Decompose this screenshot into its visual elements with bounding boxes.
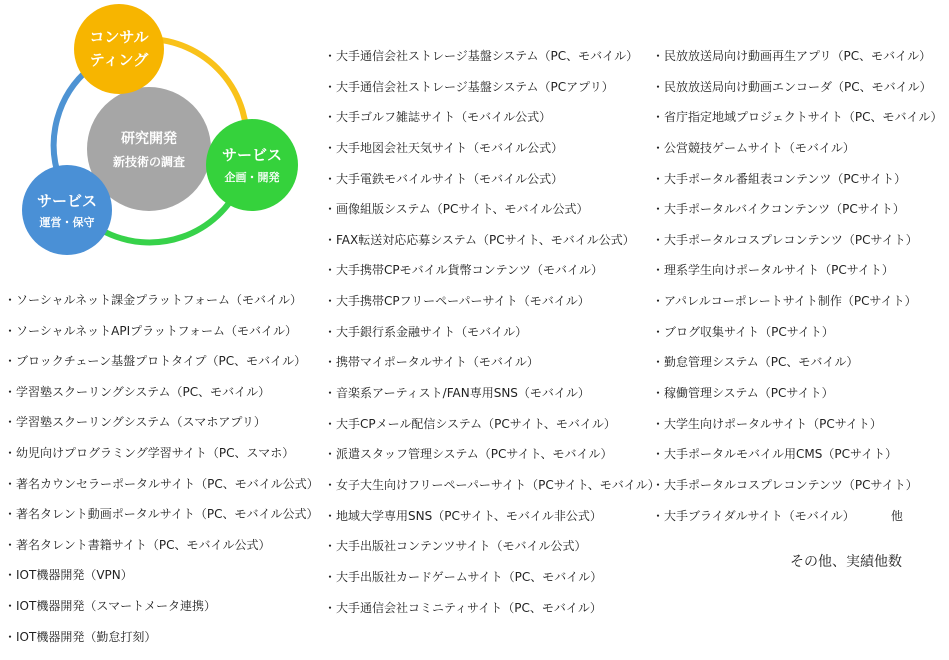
project-item-text: ・幼児向けプログラミング学習サイト（PC、スマホ） bbox=[4, 445, 295, 460]
project-item bbox=[324, 355, 660, 370]
project-item-text: ・大学生向けポータルサイト（PCサイト） bbox=[652, 416, 882, 431]
project-item-text: ・大手銀行系金融サイト（モバイル） bbox=[324, 324, 528, 339]
project-item bbox=[652, 509, 943, 524]
project-item bbox=[324, 570, 660, 585]
project-item bbox=[652, 478, 943, 493]
project-item-text: ・大手ブライダルサイト（モバイル） bbox=[652, 508, 855, 523]
project-item-text: ・ブログ収集サイト（PCサイト） bbox=[652, 324, 834, 339]
project-item-text: ・音楽系アーティスト/FAN専用SNS（モバイル） bbox=[324, 386, 590, 401]
project-item bbox=[652, 355, 943, 370]
project-item bbox=[652, 172, 943, 187]
project-item-text: ・大手通信会社ストレージ基盤システム（PC、モバイル） bbox=[324, 49, 639, 63]
project-item bbox=[652, 417, 943, 432]
project-item bbox=[324, 110, 660, 125]
project-item bbox=[4, 477, 319, 492]
research-line2: 新技術の調査 bbox=[112, 155, 186, 169]
project-item bbox=[324, 141, 660, 156]
project-item-text: ・稼働管理システム（PCサイト） bbox=[652, 386, 834, 401]
project-item bbox=[324, 417, 660, 432]
project-item bbox=[324, 172, 660, 187]
project-item bbox=[324, 263, 660, 278]
project-item bbox=[652, 80, 943, 95]
project-item bbox=[652, 294, 943, 309]
project-item bbox=[4, 599, 319, 614]
project-item-text: ・著名タレント動画ポータルサイト（PC、モバイル公式） bbox=[4, 507, 319, 522]
project-item bbox=[324, 233, 660, 248]
project-item-text: ・地域大学専用SNS（PCサイト、モバイル非公式） bbox=[324, 508, 602, 523]
project-item-text: ・IOT機器開発（勤怠打刻） bbox=[4, 629, 157, 644]
project-item-text: ・アパレルコーポレートサイト制作（PCサイト） bbox=[652, 294, 917, 309]
project-item-text: ・公営競技ゲームサイト（モバイル） bbox=[652, 140, 855, 155]
service-dev-circle bbox=[206, 119, 298, 211]
project-list-right bbox=[652, 49, 943, 539]
project-item-text: ・ソーシャルネット課金プラットフォーム（モバイル） bbox=[4, 293, 302, 307]
project-item-text: ・大手CPメール配信システム（PCサイト、モバイル） bbox=[324, 416, 616, 431]
project-item bbox=[324, 294, 660, 309]
project-item bbox=[4, 415, 319, 430]
project-item-text: ・FAX転送対応応募システム（PCサイト、モバイル公式） bbox=[324, 232, 635, 247]
project-item-text: ・省庁指定地域プロジェクトサイト（PC、モバイル） bbox=[652, 110, 943, 125]
project-item bbox=[324, 49, 660, 64]
project-item-text: ・大手ポータルバイクコンテンツ（PCサイト） bbox=[652, 202, 905, 217]
project-item bbox=[324, 386, 660, 401]
project-item bbox=[324, 325, 660, 340]
project-item bbox=[652, 141, 943, 156]
service-dev-line1: サービス bbox=[221, 146, 283, 164]
project-item bbox=[4, 630, 319, 645]
service-ops-circle bbox=[22, 165, 112, 255]
project-item bbox=[324, 478, 660, 493]
project-item-text: ・IOT機器開発（VPN） bbox=[4, 568, 133, 583]
project-item-text: ・大手ポータルモバイル用CMS（PCサイト） bbox=[652, 447, 898, 462]
project-item-text: ・IOT機器開発（スマートメータ連携） bbox=[4, 598, 216, 613]
project-item-text: ・ソーシャルネットAPIプラットフォーム（モバイル） bbox=[4, 323, 297, 338]
project-item-text: ・著名カウンセラーポータルサイト（PC、モバイル公式） bbox=[4, 476, 319, 491]
project-item bbox=[4, 446, 319, 461]
project-item-text: ・勤怠管理システム（PC、モバイル） bbox=[652, 355, 859, 370]
project-item-text: ・大手ポータル番組表コンテンツ（PCサイト） bbox=[652, 171, 907, 186]
project-item bbox=[324, 447, 660, 462]
consulting-line1: コンサル bbox=[89, 28, 149, 46]
service-dev-line2: 企画・開発 bbox=[224, 171, 280, 184]
project-item-text: ・民放放送局向け動画エンコーダ（PC、モバイル） bbox=[652, 79, 932, 94]
project-item-text: ・ブロックチェーン基盤プロトタイプ（PC、モバイル） bbox=[4, 354, 307, 369]
project-item bbox=[324, 202, 660, 217]
project-item bbox=[4, 507, 319, 522]
service-ops-line2: 運営・保守 bbox=[39, 216, 95, 229]
ring-arc-blue bbox=[54, 68, 90, 180]
project-item-text: ・学習塾スクーリングシステム（PC、モバイル） bbox=[4, 384, 271, 399]
project-item bbox=[4, 324, 319, 339]
project-item-text: ・大手電鉄モバイルサイト（モバイル公式） bbox=[324, 171, 564, 186]
project-item-text: ・大手出版社コンテンツサイト（モバイル公式） bbox=[324, 539, 587, 554]
project-item bbox=[652, 233, 943, 248]
project-item-text: ・大手携帯CPフリーペーパーサイト（モバイル） bbox=[324, 294, 590, 309]
project-item-text: ・大手通信会社ストレージ基盤システム（PCアプリ） bbox=[324, 79, 614, 94]
project-item bbox=[652, 447, 943, 462]
project-item bbox=[4, 385, 319, 400]
research-line1: 研究開発 bbox=[121, 131, 177, 147]
project-item-text: ・大手地図会社天気サイト（モバイル公式） bbox=[324, 140, 564, 155]
project-item-text: ・民放放送局向け動画再生アプリ（PC、モバイル） bbox=[652, 49, 932, 63]
project-item-text: ・携帯マイポータルサイト（モバイル） bbox=[324, 355, 539, 370]
project-item bbox=[324, 601, 660, 616]
project-item-text: ・学習塾スクーリングシステム（スマホアプリ） bbox=[4, 415, 266, 430]
project-item bbox=[652, 386, 943, 401]
project-item bbox=[652, 49, 943, 64]
project-item-text: ・大手通信会社コミニティサイト（PC、モバイル） bbox=[324, 600, 602, 615]
project-item-text: ・派遣スタッフ管理システム（PCサイト、モバイル） bbox=[324, 447, 613, 462]
project-item-text: ・画像組版システム（PCサイト、モバイル公式） bbox=[324, 202, 589, 217]
project-item-text: ・大手携帯CPモバイル貨幣コンテンツ（モバイル） bbox=[324, 263, 604, 278]
footer-note: その他、実績他数 bbox=[790, 554, 902, 570]
project-item bbox=[652, 202, 943, 217]
project-item-text: ・大手ポータルコスプレコンテンツ（PCサイト） bbox=[652, 477, 918, 492]
project-list-left bbox=[4, 293, 319, 660]
project-item bbox=[652, 110, 943, 125]
project-item-text: ・理系学生向けポータルサイト（PCサイト） bbox=[652, 263, 894, 278]
project-item bbox=[652, 263, 943, 278]
project-item bbox=[4, 538, 319, 553]
consulting-circle bbox=[74, 4, 164, 94]
project-item-text: ・大手出版社カードゲームサイト（PC、モバイル） bbox=[324, 569, 603, 584]
project-item bbox=[652, 325, 943, 340]
project-item bbox=[4, 568, 319, 583]
project-list-middle bbox=[324, 49, 660, 631]
consulting-line2: ティング bbox=[89, 51, 149, 69]
list-right-suffix: 他 bbox=[890, 508, 903, 523]
project-item-text: ・大手ポータルコスプレコンテンツ（PCサイト） bbox=[652, 232, 918, 247]
project-item bbox=[4, 354, 319, 369]
project-item bbox=[324, 509, 660, 524]
project-item bbox=[324, 539, 660, 554]
project-item-text: ・女子大生向けフリーペーパーサイト（PCサイト、モバイル） bbox=[324, 477, 660, 492]
service-cycle-diagram bbox=[0, 0, 330, 270]
project-item bbox=[324, 80, 660, 95]
project-item-text: ・大手ゴルフ雑誌サイト（モバイル公式） bbox=[324, 110, 552, 125]
service-ops-line1: サービス bbox=[36, 192, 98, 210]
project-item-text: ・著名タレント書籍サイト（PC、モバイル公式） bbox=[4, 537, 271, 552]
project-item bbox=[4, 293, 319, 308]
